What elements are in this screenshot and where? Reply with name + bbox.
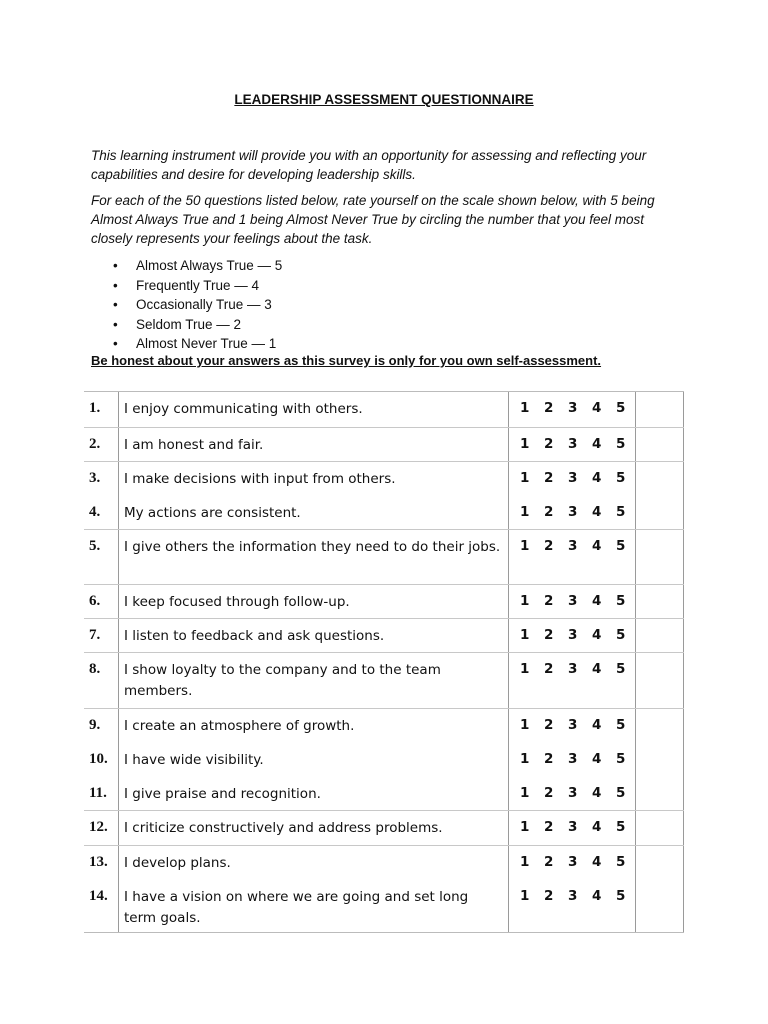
intro-paragraph-2: For each of the 50 questions listed below, rate yourself on the scale shown below, with 5 being Almost Always True and 1 being Almost Never True by circling the number that you feel most closely represents your feelings about the task. bbox=[91, 193, 655, 246]
rating-options[interactable] bbox=[509, 428, 636, 461]
rating-2[interactable]: 2 bbox=[544, 854, 554, 870]
question-text: I give praise and recognition. bbox=[119, 777, 509, 810]
question-row bbox=[84, 496, 684, 529]
question-text: I make decisions with input from others. bbox=[119, 462, 509, 496]
rating-3[interactable]: 3 bbox=[568, 627, 578, 643]
document-title: LEADERSHIP ASSESSMENT QUESTIONNAIRE bbox=[234, 92, 534, 107]
question-text: I keep focused through follow-up. bbox=[119, 585, 509, 618]
rating-options[interactable] bbox=[509, 530, 636, 584]
rating-1[interactable]: 1 bbox=[520, 717, 530, 733]
rating-scale-list bbox=[113, 256, 282, 354]
rating-5[interactable]: 5 bbox=[616, 504, 626, 520]
rating-options[interactable] bbox=[509, 811, 636, 845]
question-number: 5. bbox=[84, 530, 119, 584]
rating-5[interactable]: 5 bbox=[616, 436, 626, 452]
rating-3[interactable]: 3 bbox=[568, 717, 578, 733]
rating-4[interactable]: 4 bbox=[592, 470, 602, 486]
rating-3[interactable]: 3 bbox=[568, 854, 578, 870]
rating-2[interactable]: 2 bbox=[544, 436, 554, 452]
scale-item-1: • Almost Never True — 1 bbox=[113, 334, 282, 354]
rating-options[interactable] bbox=[509, 496, 636, 529]
question-number: 11. bbox=[84, 777, 119, 810]
question-text: I show loyalty to the company and to the team members. bbox=[119, 653, 509, 708]
rating-4[interactable]: 4 bbox=[592, 819, 602, 835]
rating-5[interactable]: 5 bbox=[616, 819, 626, 835]
question-row bbox=[84, 529, 684, 584]
question-number: 3. bbox=[84, 462, 119, 496]
rating-4[interactable]: 4 bbox=[592, 436, 602, 452]
rating-1[interactable]: 1 bbox=[520, 504, 530, 520]
rating-3[interactable]: 3 bbox=[568, 751, 578, 767]
blank-column bbox=[636, 709, 684, 743]
question-row bbox=[84, 880, 684, 932]
question-row bbox=[84, 845, 684, 880]
blank-column bbox=[636, 585, 684, 618]
blank-column bbox=[636, 462, 684, 496]
blank-column bbox=[636, 392, 684, 427]
rating-options[interactable] bbox=[509, 880, 636, 932]
scale-item-4: • Frequently True — 4 bbox=[113, 276, 282, 296]
rating-1[interactable]: 1 bbox=[520, 888, 530, 904]
question-number: 9. bbox=[84, 709, 119, 743]
rating-3[interactable]: 3 bbox=[568, 504, 578, 520]
rating-5[interactable]: 5 bbox=[616, 888, 626, 904]
rating-4[interactable]: 4 bbox=[592, 661, 602, 677]
blank-column bbox=[636, 880, 684, 932]
question-row bbox=[84, 743, 684, 777]
question-text: I develop plans. bbox=[119, 846, 509, 880]
rating-4[interactable]: 4 bbox=[592, 751, 602, 767]
rating-3[interactable]: 3 bbox=[568, 593, 578, 609]
question-text: I have a vision on where we are going and set long term goals. bbox=[119, 880, 509, 932]
question-row bbox=[84, 652, 684, 708]
rating-4[interactable]: 4 bbox=[592, 538, 602, 554]
question-number: 10. bbox=[84, 743, 119, 777]
rating-5[interactable]: 5 bbox=[616, 627, 626, 643]
rating-3[interactable]: 3 bbox=[568, 819, 578, 835]
blank-column bbox=[636, 428, 684, 461]
honesty-note: Be honest about your answers as this survey is only for you own self-assessment. bbox=[91, 353, 602, 368]
blank-column bbox=[636, 619, 684, 652]
rating-2[interactable]: 2 bbox=[544, 751, 554, 767]
rating-3[interactable]: 3 bbox=[568, 470, 578, 486]
rating-2[interactable]: 2 bbox=[544, 504, 554, 520]
question-number: 12. bbox=[84, 811, 119, 845]
rating-5[interactable]: 5 bbox=[616, 400, 626, 416]
question-text: I have wide visibility. bbox=[119, 743, 509, 777]
rating-1[interactable]: 1 bbox=[520, 538, 530, 554]
question-row bbox=[84, 392, 684, 427]
question-number: 4. bbox=[84, 496, 119, 529]
rating-2[interactable]: 2 bbox=[544, 593, 554, 609]
question-row bbox=[84, 427, 684, 461]
rating-4[interactable]: 4 bbox=[592, 854, 602, 870]
rating-2[interactable]: 2 bbox=[544, 538, 554, 554]
rating-1[interactable]: 1 bbox=[520, 400, 530, 416]
rating-options[interactable] bbox=[509, 777, 636, 810]
blank-column bbox=[636, 777, 684, 810]
question-number: 8. bbox=[84, 653, 119, 708]
rating-2[interactable]: 2 bbox=[544, 819, 554, 835]
question-row bbox=[84, 584, 684, 618]
rating-1[interactable]: 1 bbox=[520, 854, 530, 870]
question-row bbox=[84, 777, 684, 810]
blank-column bbox=[636, 743, 684, 777]
rating-options[interactable] bbox=[509, 585, 636, 618]
question-row bbox=[84, 810, 684, 845]
rating-2[interactable]: 2 bbox=[544, 785, 554, 801]
rating-5[interactable]: 5 bbox=[616, 751, 626, 767]
rating-options[interactable] bbox=[509, 846, 636, 880]
question-text: I create an atmosphere of growth. bbox=[119, 709, 509, 743]
question-text: I enjoy communicating with others. bbox=[119, 392, 509, 427]
rating-4[interactable]: 4 bbox=[592, 504, 602, 520]
blank-column bbox=[636, 846, 684, 880]
rating-2[interactable]: 2 bbox=[544, 627, 554, 643]
rating-1[interactable]: 1 bbox=[520, 819, 530, 835]
rating-1[interactable]: 1 bbox=[520, 436, 530, 452]
question-row bbox=[84, 461, 684, 496]
rating-5[interactable]: 5 bbox=[616, 538, 626, 554]
rating-4[interactable]: 4 bbox=[592, 717, 602, 733]
question-text: I am honest and fair. bbox=[119, 428, 509, 461]
rating-4[interactable]: 4 bbox=[592, 400, 602, 416]
rating-5[interactable]: 5 bbox=[616, 785, 626, 801]
question-number: 2. bbox=[84, 428, 119, 461]
blank-column bbox=[636, 811, 684, 845]
rating-2[interactable]: 2 bbox=[544, 717, 554, 733]
question-row bbox=[84, 618, 684, 652]
scale-item-5: • Almost Always True — 5 bbox=[113, 256, 282, 276]
rating-3[interactable]: 3 bbox=[568, 661, 578, 677]
question-number: 7. bbox=[84, 619, 119, 652]
scale-item-3: • Occasionally True — 3 bbox=[113, 295, 282, 315]
rating-1[interactable]: 1 bbox=[520, 661, 530, 677]
rating-4[interactable]: 4 bbox=[592, 593, 602, 609]
question-text: I criticize constructively and address problems. bbox=[119, 811, 509, 845]
question-text: I give others the information they need to do their jobs. bbox=[119, 530, 509, 584]
rating-3[interactable]: 3 bbox=[568, 400, 578, 416]
rating-4[interactable]: 4 bbox=[592, 785, 602, 801]
rating-options[interactable] bbox=[509, 462, 636, 496]
question-number: 1. bbox=[84, 392, 119, 427]
rating-options[interactable] bbox=[509, 392, 636, 427]
question-number: 6. bbox=[84, 585, 119, 618]
blank-column bbox=[636, 496, 684, 529]
rating-5[interactable]: 5 bbox=[616, 593, 626, 609]
rating-5[interactable]: 5 bbox=[616, 470, 626, 486]
rating-5[interactable]: 5 bbox=[616, 717, 626, 733]
questions-table bbox=[84, 391, 684, 933]
rating-5[interactable]: 5 bbox=[616, 854, 626, 870]
rating-1[interactable]: 1 bbox=[520, 470, 530, 486]
rating-1[interactable]: 1 bbox=[520, 751, 530, 767]
blank-column bbox=[636, 530, 684, 584]
question-number: 14. bbox=[84, 880, 119, 932]
rating-2[interactable]: 2 bbox=[544, 400, 554, 416]
rating-options[interactable] bbox=[509, 709, 636, 743]
rating-1[interactable]: 1 bbox=[520, 627, 530, 643]
rating-3[interactable]: 3 bbox=[568, 785, 578, 801]
rating-2[interactable]: 2 bbox=[544, 661, 554, 677]
rating-3[interactable]: 3 bbox=[568, 538, 578, 554]
rating-2[interactable]: 2 bbox=[544, 888, 554, 904]
blank-column bbox=[636, 653, 684, 708]
rating-3[interactable]: 3 bbox=[568, 436, 578, 452]
rating-2[interactable]: 2 bbox=[544, 470, 554, 486]
rating-4[interactable]: 4 bbox=[592, 888, 602, 904]
intro-paragraph-1: This learning instrument will provide you with an opportunity for assessing and reflecting your capabilities and desire for developing leadership skills. bbox=[91, 148, 647, 182]
scale-item-2: • Seldom True — 2 bbox=[113, 315, 282, 335]
rating-3[interactable]: 3 bbox=[568, 888, 578, 904]
rating-1[interactable]: 1 bbox=[520, 593, 530, 609]
rating-4[interactable]: 4 bbox=[592, 627, 602, 643]
question-text: My actions are consistent. bbox=[119, 496, 509, 529]
question-row bbox=[84, 708, 684, 743]
rating-options[interactable] bbox=[509, 619, 636, 652]
rating-options[interactable] bbox=[509, 743, 636, 777]
question-text: I listen to feedback and ask questions. bbox=[119, 619, 509, 652]
rating-1[interactable]: 1 bbox=[520, 785, 530, 801]
rating-options[interactable] bbox=[509, 653, 636, 708]
rating-5[interactable]: 5 bbox=[616, 661, 626, 677]
question-number: 13. bbox=[84, 846, 119, 880]
